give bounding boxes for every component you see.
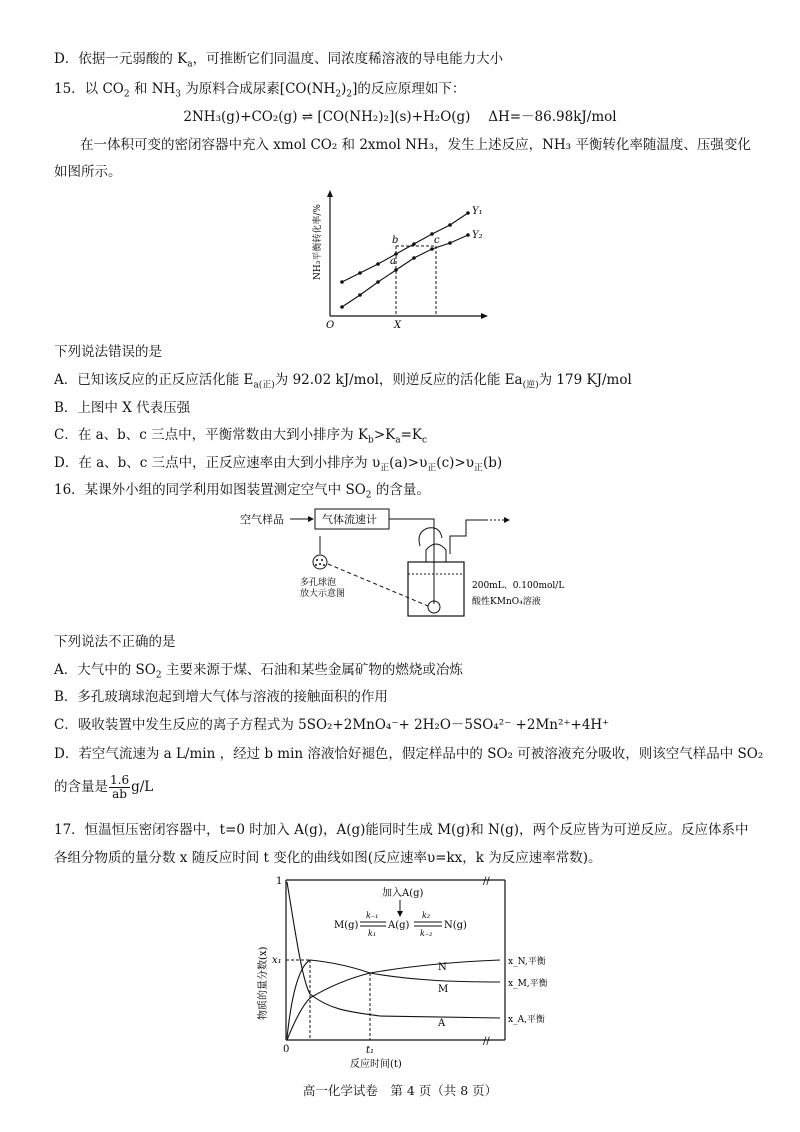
q16-stem: 16．某课外小组的同学利用如图装置测定空气中 $SO_2$ 的含量。 <box>54 482 430 501</box>
fig1-point-b: b <box>392 235 399 246</box>
fig3-curve-a-label: A <box>438 1018 446 1029</box>
fig2-bottle <box>408 562 464 616</box>
q15-context-2: 如图所示。 <box>54 164 122 180</box>
fig3-xlabel: 反应时间(t) <box>350 1059 402 1070</box>
fig3-k1: k₁ <box>368 929 377 938</box>
fig1-y2: Y₂ <box>472 230 483 241</box>
fig3-add-a: 加入A(g) <box>382 888 424 899</box>
q15-stem: 15．以 $CO_2$ 和 $NH_3$ 为原料合成尿素$[CO(NH_2)_2]$的反应原理如下： <box>54 81 466 100</box>
fig3-curve-n-label: N <box>438 962 447 973</box>
fig3-curve-a <box>287 882 500 1018</box>
fig3-k2: k₂ <box>422 911 431 920</box>
q16-option-a: A．大气中的 $SO_2$ 主要来源于煤、石油和某些金属矿物的燃烧或冶炼 <box>54 662 463 681</box>
q17-stem-2: 各组分物质的量分数 x 随反应时间 t 变化的曲线如图(反应速率υ=kx，k 为反应速率常数)。 <box>54 850 602 866</box>
q15-equation: 2NH₃(g)+CO₂(g) ⇌ [CO(NH₂)₂](s)+H₂O(g) ΔH=－86.98kJ/mol <box>183 109 617 125</box>
fig3-t1: t₁ <box>366 1045 375 1056</box>
q15-option-d: D．在 a、b、c 三点中，正反应速率由大到小排序为 $\upsilon_正(a)>\upsilon_正(c)>\upsilon_正(b)$ <box>54 455 503 474</box>
fig2-bulb-label-1: 多孔球泡 <box>300 578 337 588</box>
q17-stem: 17．恒温恒压密闭容器中，t=0 时加入 A(g)，A(g)能同时生成 M(g)和 N(g)，两个反应皆为可逆反应。反应体系中 <box>54 822 749 838</box>
fig2-air-sample: 空气样品 <box>240 513 284 526</box>
q16-apparatus-figure <box>240 506 570 618</box>
fig3-eq-a: x_A,平衡 <box>508 1015 545 1025</box>
fig1-ylabel: NH₃平衡转化率/% <box>313 204 323 280</box>
fig3-curve-m-label: M <box>438 984 449 995</box>
q15-option-b: B．上图中 X 代表压强 <box>54 400 191 416</box>
fig2-solution-1: 200mL、0.100mol/L <box>472 581 565 591</box>
fig3-origin: 0 <box>283 1044 290 1055</box>
q16-option-c: C．吸收装置中发生反应的离子方程式为 5SO₂+2MnO₄⁻+ 2H₂O－5SO₄²⁻ +2Mn²⁺+4H⁺ <box>54 717 610 733</box>
fig1-point-a: a <box>390 256 396 267</box>
fig3-k-2: k₋₂ <box>420 929 433 938</box>
fig1-origin: O <box>326 320 335 331</box>
q16-option-b: B．多孔玻璃球泡起到增大气体与溶液的接触面积的作用 <box>54 689 388 705</box>
q17-figure <box>250 870 570 1070</box>
q16-option-d: D．若空气流速为 a L/min ，经过 b min 溶液恰好褪色，假定样品中的 SO₂ 可被溶液充分吸收，则该空气样品中 SO₂ <box>54 746 764 762</box>
q15-option-a: A．已知该反应的正反应活化能 $E_{a(正)}$为 92.02 kJ/mol，则逆反应的活化能 $Ea_{(逆)}$为 179 KJ/mol <box>54 372 632 391</box>
fig2-bulb-label-2: 放大示意图 <box>300 589 346 599</box>
q15-question: 下列说法错误的是 <box>54 344 162 360</box>
fig3-eq-m: x_M,平衡 <box>508 979 548 989</box>
fig3-y-top: 1 <box>276 876 283 887</box>
fig3-eq-n: x_N,平衡 <box>508 957 546 967</box>
svg-text://: // <box>483 1036 490 1047</box>
fig2-flowmeter: 气体流速计 <box>322 513 377 526</box>
fig3-a: A(g) <box>388 920 410 931</box>
svg-text://: // <box>483 876 490 887</box>
q15-figure <box>300 188 500 338</box>
fig1-point-c: c <box>434 235 440 246</box>
fig3-k-1: k₋₁ <box>366 911 379 920</box>
page-footer: 高一化学试卷 第 4 页（共 8 页） <box>302 1083 498 1098</box>
fig3-m: M(g) <box>334 920 359 931</box>
fraction: $\frac{1.6}{ab}$ <box>110 773 130 801</box>
q14-option-d: D．依据一元弱酸的 $K_a$，可推断它们同温度、同浓度稀溶液的导电能力大小 <box>54 51 504 70</box>
fig3-curve-m <box>287 960 500 1038</box>
q16-question: 下列说法不正确的是 <box>54 634 176 650</box>
fig1-y1: Y₁ <box>472 206 483 217</box>
q15-context: 在一体积可变的密闭容器中充入 xmol CO₂ 和 2xmol NH₃，发生上述反应，NH₃ 平衡转化率随温度、压强变化 <box>80 137 751 153</box>
fig2-solution-2: 酸性KMnO₄溶液 <box>472 597 541 607</box>
fig3-ylabel: 物质的量分数(x) <box>258 946 269 1020</box>
q16-option-d-cont: 的含量是 $\frac{1.6}{ab}$ g/L <box>54 773 154 801</box>
q15-option-c: C．在 a、b、c 三点中，平衡常数由大到小排序为 $K_b>K_a=K_c$ <box>54 427 428 446</box>
fig1-xlabel: X <box>394 320 402 331</box>
fig3-n: N(g) <box>444 920 467 931</box>
fig3-y-x1: x₁ <box>272 955 282 966</box>
